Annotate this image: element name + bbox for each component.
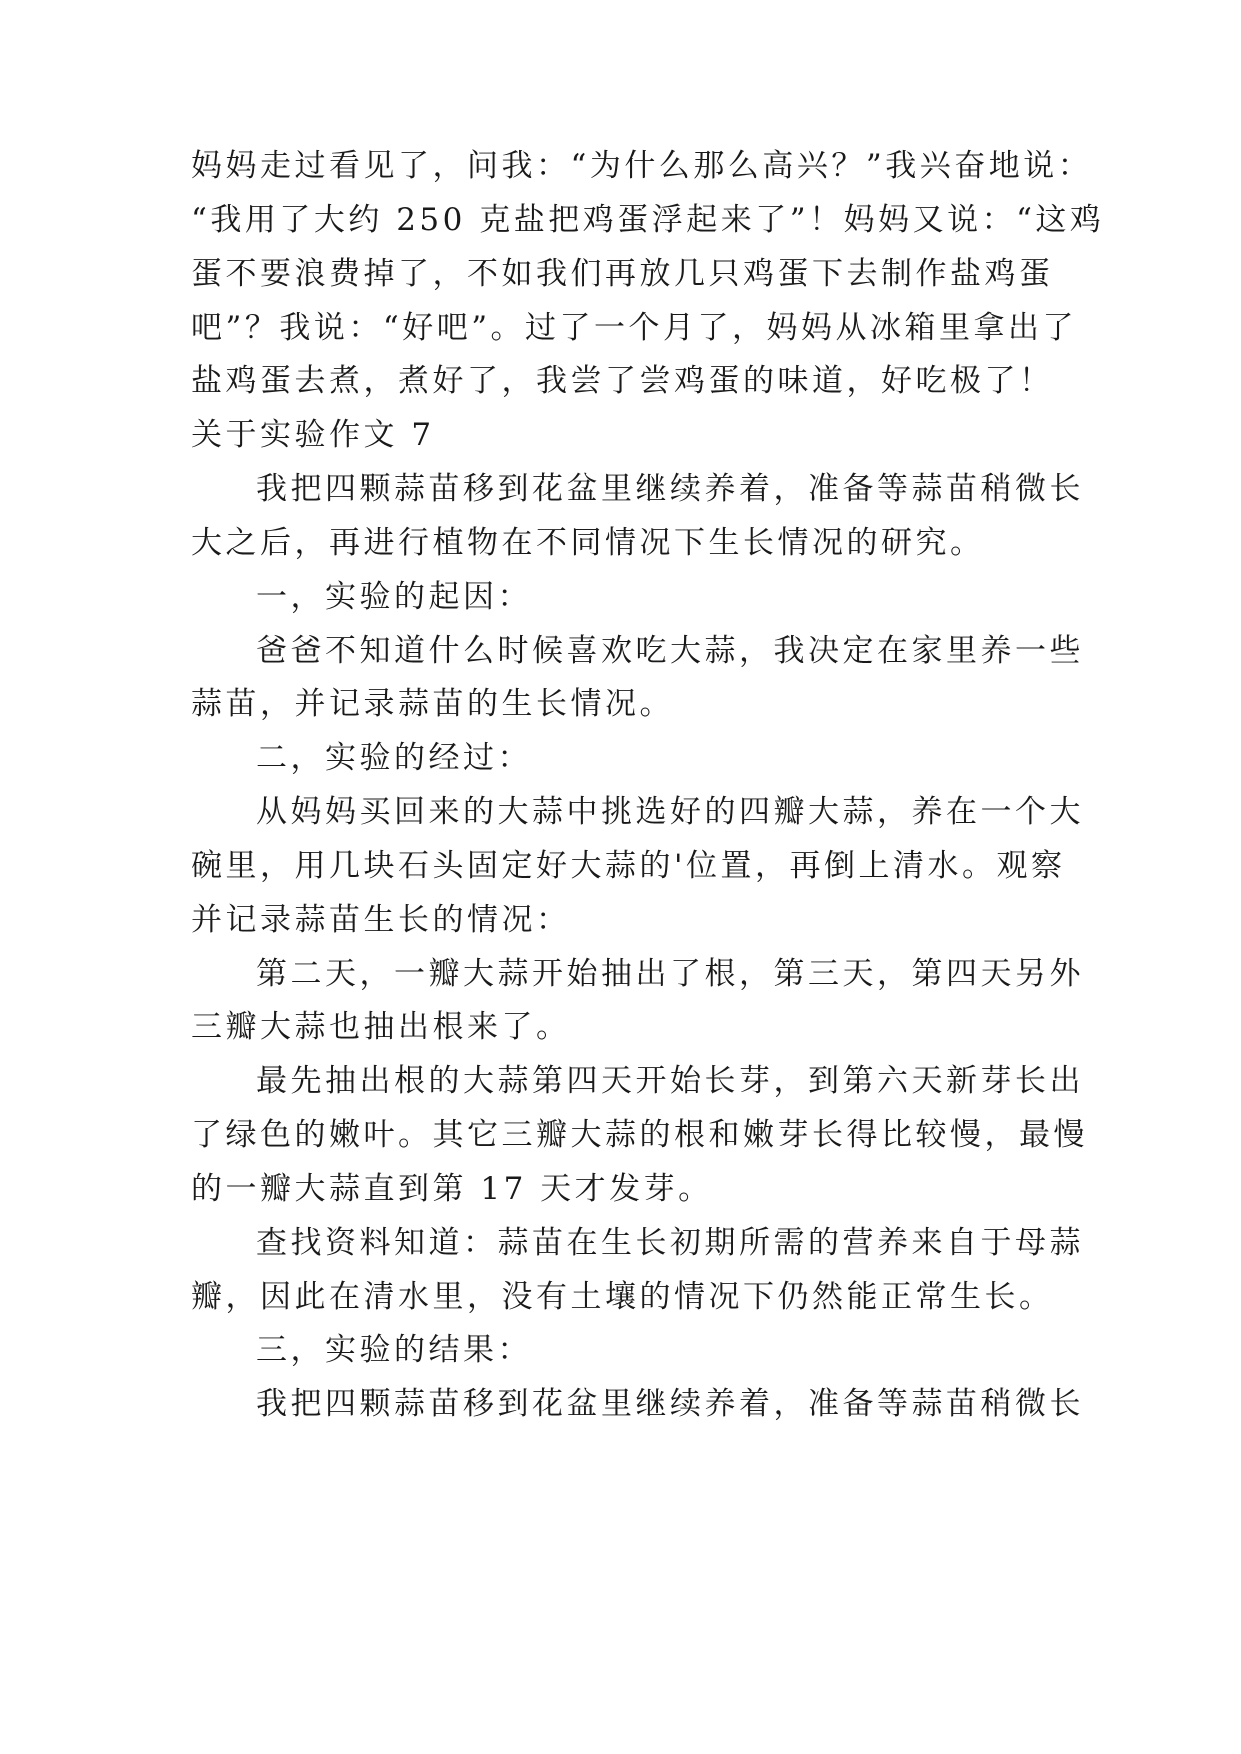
text-line: 大之后，再进行植物在不同情况下生长情况的研究。: [191, 525, 985, 561]
text-line: 从妈妈买回来的大蒜中挑选好的四瓣大蒜，养在一个大: [256, 794, 1084, 830]
text-line: 了绿色的嫩叶。其它三瓣大蒜的根和嫩芽长得比较慢，最慢: [191, 1117, 1088, 1153]
text-line: 我把四颗蒜苗移到花盆里继续养着，准备等蒜苗稍微长: [256, 1386, 1084, 1422]
text-line: 的一瓣大蒜直到第 17 天才发芽。: [191, 1171, 713, 1207]
text-line: 碗里，用几块石头固定好大蒜的'位置，再倒上清水。观察: [191, 848, 1066, 884]
text-line: 吧”？我说：“好吧”。过了一个月了，妈妈从冰箱里拿出了: [191, 310, 1078, 346]
text-line: “我用了大约 250 克盐把鸡蛋浮起来了”！妈妈又说：“这鸡: [191, 202, 1105, 238]
text-line: 三瓣大蒜也抽出根来了。: [191, 1009, 571, 1045]
text-line: 我把四颗蒜苗移到花盆里继续养着，准备等蒜苗稍微长: [256, 471, 1084, 507]
text-line: 第二天，一瓣大蒜开始抽出了根，第三天，第四天另外: [256, 956, 1084, 992]
text-line: 瓣，因此在清水里，没有土壤的情况下仍然能正常生长。: [191, 1279, 1054, 1315]
subheading: 三，实验的结果：: [256, 1332, 532, 1368]
text-line: 最先抽出根的大蒜第四天开始长芽，到第六天新芽长出: [256, 1063, 1084, 1099]
text-line: 蛋不要浪费掉了，不如我们再放几只鸡蛋下去制作盐鸡蛋: [191, 256, 1054, 292]
text-line: 爸爸不知道什么时候喜欢吃大蒜，我决定在家里养一些: [256, 633, 1084, 669]
subheading: 一，实验的起因：: [256, 579, 532, 615]
text-line: 蒜苗，并记录蒜苗的生长情况。: [191, 686, 674, 722]
text-line: 查找资料知道：蒜苗在生长初期所需的营养来自于母蒜: [256, 1225, 1084, 1261]
subheading: 二，实验的经过：: [256, 740, 532, 776]
text-line: 盐鸡蛋去煮，煮好了，我尝了尝鸡蛋的味道，好吃极了！: [191, 363, 1054, 399]
text-line: 妈妈走过看见了，问我：“为什么那么高兴？”我兴奋地说：: [191, 148, 1093, 184]
text-line: 并记录蒜苗生长的情况：: [191, 902, 571, 938]
section-heading: 关于实验作文 7: [191, 417, 435, 453]
